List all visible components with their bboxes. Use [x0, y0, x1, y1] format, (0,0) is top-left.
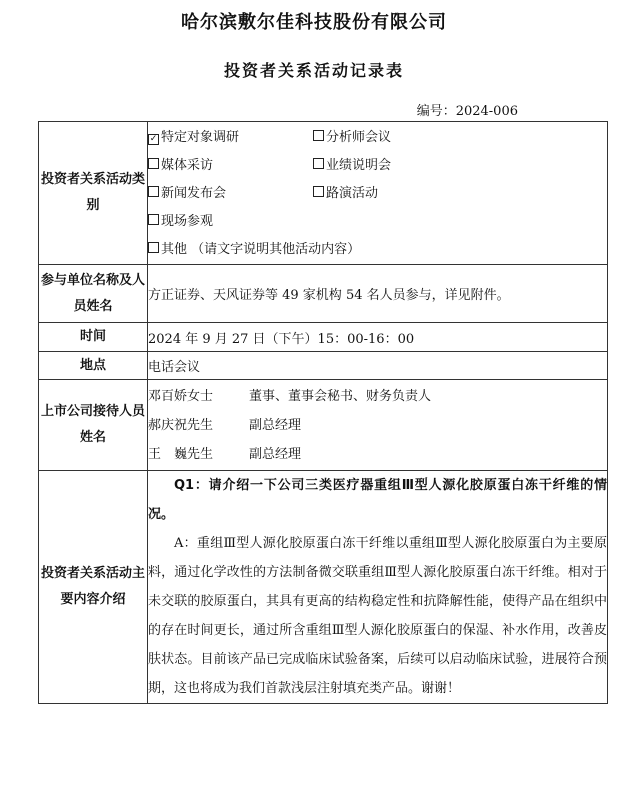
checkbox-label: 其他 （请文字说明其他活动内容） — [161, 242, 361, 257]
content-body — [148, 471, 608, 704]
time-value: 2024 年 9 月 27 日（下午）15：00-16：00 — [148, 323, 608, 352]
location-label: 地点 — [39, 352, 148, 380]
checkbox-icon[interactable] — [148, 158, 159, 169]
checkbox-label: 新闻发布会 — [161, 186, 227, 201]
list-item — [148, 440, 607, 469]
checkbox-icon[interactable] — [148, 214, 159, 225]
content-label: 投资者关系活动主要内容介绍 — [39, 471, 148, 704]
checkbox-option[interactable] — [148, 236, 513, 264]
list-item — [148, 382, 607, 411]
checkbox-icon[interactable] — [313, 158, 324, 169]
document-title: 投资者关系活动记录表 — [223, 61, 404, 80]
list-item — [148, 411, 607, 440]
checkbox-icon[interactable]: ✓ — [149, 134, 158, 144]
time-label: 时间 — [39, 323, 148, 352]
checkbox-icon[interactable] — [148, 242, 159, 253]
checkbox-label: 媒体采访 — [161, 158, 214, 173]
row-activity-type — [39, 122, 608, 265]
checkbox-label: 业绩说明会 — [326, 158, 392, 173]
answer-text: A：重组Ⅲ型人源化胶原蛋白冻干纤维以重组Ⅲ型人源化胶原蛋白为主要原料，通过化学改性的方法制备微交联重组Ⅲ型人源化胶原蛋白冻干纤维。相对于未交联的胶原蛋白，其具有更高的结构稳定性和抗降解性能，使得产品在组织中的存在时间更长，通过所含重组Ⅲ型人源化胶原蛋白的保湿、补水作用，改善皮肤状态。目前该产品已完成临床试验备案，后续可以启动临床试验，进展符合预期，这也将成为我们首款浅层注射填充类产品。谢谢！ — [148, 536, 607, 696]
checkbox-option[interactable] — [148, 208, 513, 236]
location-value: 电话会议 — [148, 352, 608, 380]
checkbox-label: 分析师会议 — [326, 130, 392, 145]
participants-value: 方正证券、天风证券等 49 家机构 54 名人员参与，详见附件。 — [148, 265, 608, 323]
checkbox-option[interactable] — [313, 152, 513, 180]
question-text: Q1：请介绍一下公司三类医疗器重组Ⅲ型人源化胶原蛋白冻干纤维的情况。 — [148, 478, 607, 522]
checkbox-label: 现场参观 — [161, 214, 214, 229]
checkbox-label: 路演活动 — [326, 186, 379, 201]
person-role: 副总经理 — [249, 417, 302, 433]
checkbox-icon[interactable] — [148, 186, 159, 197]
row-content — [39, 471, 608, 704]
person-role: 董事、董事会秘书、财务负责人 — [249, 388, 432, 404]
checkbox-option[interactable] — [313, 180, 513, 208]
checkbox-icon[interactable] — [313, 186, 324, 197]
checkbox-icon[interactable] — [313, 130, 324, 141]
participants-label: 参与单位名称及人员姓名 — [39, 265, 148, 323]
checkbox-option[interactable] — [148, 180, 313, 208]
receptionists-label: 上市公司接待人员姓名 — [39, 380, 148, 471]
person-name: 邓百娇女士 — [148, 388, 214, 404]
checkbox-grid — [148, 122, 607, 264]
checkbox-option[interactable] — [148, 152, 313, 180]
row-receptionists — [39, 380, 608, 471]
checkbox-label: 特定对象调研 — [161, 130, 240, 145]
checkbox-option[interactable] — [313, 124, 513, 152]
receptionists-list — [148, 380, 608, 471]
activity-type-label: 投资者关系活动类别 — [39, 122, 148, 265]
person-name: 郝庆祝先生 — [148, 417, 214, 433]
person-name: 王 巍先生 — [148, 446, 214, 462]
company-name: 哈尔滨敷尔佳科技股份有限公司 — [181, 12, 447, 33]
activity-type-options — [148, 122, 608, 265]
row-participants — [39, 265, 608, 323]
serial-number: 编号：2024-006 — [416, 104, 518, 119]
person-role: 副总经理 — [249, 446, 302, 462]
row-time — [39, 323, 608, 352]
row-location — [39, 352, 608, 380]
checkbox-option[interactable] — [148, 124, 313, 152]
record-table — [38, 121, 608, 704]
